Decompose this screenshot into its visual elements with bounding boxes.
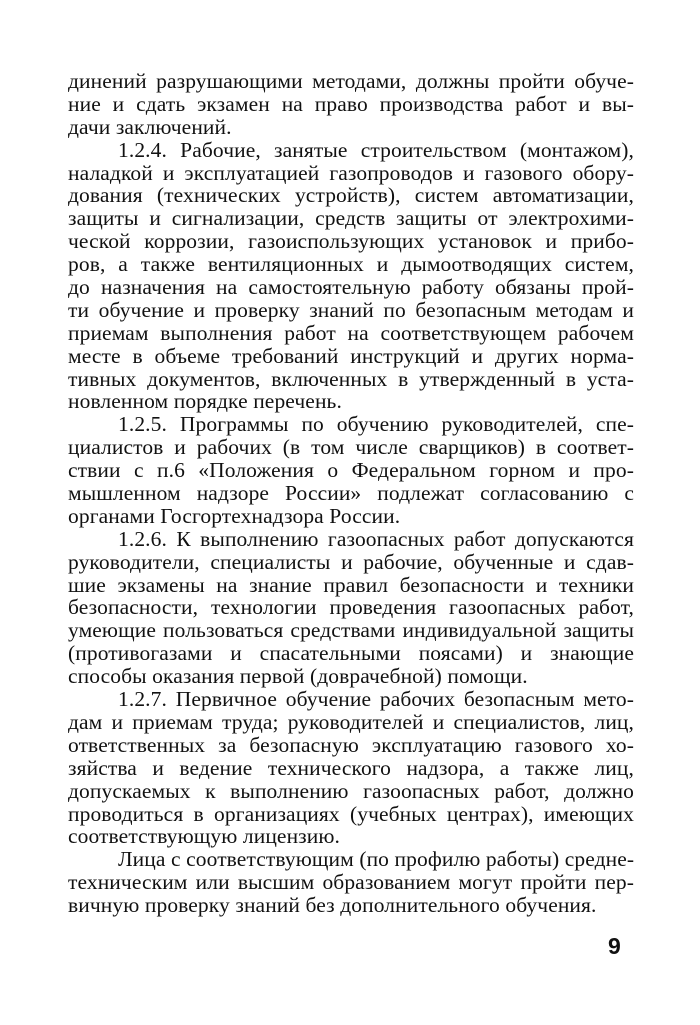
text-line: ров, а также вентиляционных и дымоотводящих систем,	[68, 252, 634, 277]
text-line: дачи заключений.	[68, 114, 232, 139]
page-text	[68, 70, 634, 917]
text-line: 1.2.4. Рабочие, занятые строительством (монтажом),	[118, 137, 634, 162]
text-line: наладкой и эксплуатацией газопроводов и газового обору-	[68, 160, 634, 185]
text-line: до назначения на самостоятельную работу обязаны прой-	[68, 275, 634, 300]
text-line: 1.2.6. К выполнению газоопасных работ допускаются	[118, 526, 634, 551]
text-line: Лица с соответствующим (по профилю работы) средне-	[118, 847, 635, 872]
text-line: шие экзамены на знание правил безопасности и техники	[68, 572, 634, 597]
text-line: безопасности, технологии проведения газоопасных работ,	[68, 595, 634, 620]
text-line: ческой коррозии, газоиспользующих установок и прибо-	[68, 229, 634, 254]
text-line: циалистов и рабочих (в том числе сварщиков) в соответ-	[68, 435, 634, 460]
text-line: техническим или высшим образованием могут пройти пер-	[68, 870, 634, 895]
text-line: дования (технических устройств), систем автоматизации,	[68, 183, 634, 208]
text-line: руководители, специалисты и рабочие, обученные и сдав-	[68, 549, 634, 574]
text-line: тивных документов, включенных в утвержденный в уста-	[68, 366, 634, 391]
text-line: способы оказания первой (доврачебной) помощи.	[68, 664, 528, 689]
paragraph-1-2-7	[68, 688, 634, 848]
text-line: проводиться в организациях (учебных центрах), имеющих	[68, 801, 634, 826]
text-line: ти обучение и проверку знаний по безопасным методам и	[68, 297, 634, 322]
paragraph-1-2-5	[68, 413, 634, 527]
text-line: динений разрушающими методами, должны пройти обуче-	[68, 69, 634, 93]
text-line: ответственных за безопасную эксплуатацию газового хо-	[68, 732, 634, 757]
page-number: 9	[608, 933, 621, 959]
text-line: дам и приемам труда; руководителей и специалистов, лиц,	[68, 709, 634, 734]
text-line: соответствующую лицензию.	[68, 824, 341, 849]
text-line: мышленном надзоре России» подлежат согласованию с	[68, 481, 634, 506]
text-line: зяйства и ведение технического надзора, а также лиц,	[68, 755, 634, 780]
text-line: допускаемых к выполнению газоопасных работ, должно	[68, 778, 634, 803]
text-line: (противогазами и спасательными поясами) и знающие	[68, 641, 634, 666]
paragraph-1-2-6	[68, 528, 634, 688]
text-line: умеющие пользоваться средствами индивидуальной защиты	[68, 618, 634, 643]
text-line: 1.2.5. Программы по обучению руководителей, спе-	[118, 412, 634, 437]
text-line: новленном порядке перечень.	[68, 389, 342, 414]
text-line: приемам выполнения работ на соответствующем рабочем	[68, 320, 634, 345]
text-line: ствии с п.6 «Положения о Федеральном горном и про-	[68, 458, 634, 483]
text-line: месте в объеме требований инструкций и других норма-	[68, 343, 634, 368]
paragraph-1-2-4	[68, 139, 634, 414]
text-line: органами Госгортехнадзора России.	[68, 503, 401, 528]
text-line: 1.2.7. Первичное обучение рабочих безопасным мето-	[118, 687, 634, 712]
paragraph-education-note	[68, 848, 634, 917]
paragraph-continuation	[68, 70, 634, 139]
text-line: вичную проверку знаний без дополнительного обучения.	[68, 893, 597, 918]
text-line: защиты и сигнализации, средств защиты от электрохими-	[68, 206, 634, 231]
text-line: ние и сдать экзамен на право производства работ и вы-	[68, 91, 634, 116]
